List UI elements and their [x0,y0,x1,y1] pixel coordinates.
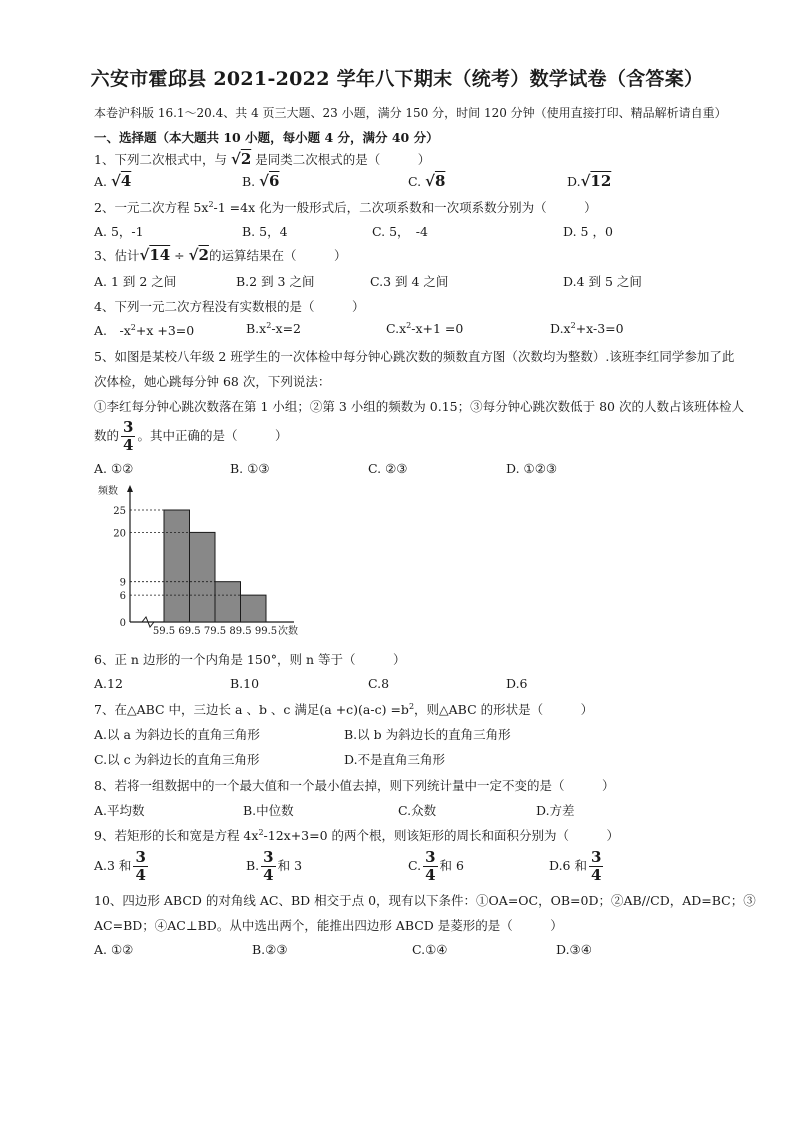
question-1-stem [94,150,430,168]
option-radicand: 4 [120,172,132,190]
question-9-options [94,850,714,886]
q2-option-a[interactable]: A. 5，-1 [94,224,144,239]
fraction-denominator: 4 [263,866,274,884]
q3-post: 的运算结果在（ ） [208,248,347,263]
q6-option-a[interactable]: A.12 [94,676,123,691]
q8-option-c[interactable]: C.众数 [398,803,437,818]
fraction-denominator: 4 [123,436,134,454]
question-2-options [94,222,714,242]
question-9-stem [94,826,619,844]
x-axis-label: 次数 [278,626,298,637]
q9-option-b[interactable] [246,850,302,883]
question-10-line-1: 10、四边形 ABCD 的对角线 AC、BD 相交于点 0，现有以下条件：①OA=OC，OB=0D；②AB//CD，AD=BC；③ [94,893,756,908]
question-5-line-4 [94,420,287,453]
option-text: 和 6 [439,858,464,873]
question-6-stem: 6、正 n 边形的一个内角是 150°，则 n 等于（ ） [94,652,406,667]
fraction-numerator: 3 [425,848,436,866]
y-tick-label: 20 [113,528,126,540]
histogram-bar [215,582,241,622]
question-3-stem [94,246,346,264]
option-text: -x+1 =0 [411,321,464,336]
q1-post: 是同类二次根式的是（ ） [255,152,431,167]
question-5-options [94,461,714,481]
sqrt-symbol: √14 [139,246,171,264]
q6-option-c[interactable]: C.8 [368,676,390,691]
q3-divide: ÷ [174,248,185,263]
q5-pre: 数的 [94,428,120,443]
fraction-numerator: 3 [263,848,274,866]
section-heading: 一、选择题（本大题共 10 小题，每小题 4 分，满分 40 分） [94,130,439,145]
option-radicand: 6 [269,172,280,190]
fraction [261,850,275,883]
q3-option-b[interactable]: B.2 到 3 之间 [236,274,315,289]
q3-radicand-2: 2 [198,246,209,264]
q7-option-a[interactable]: A.以 a 为斜边长的直角三角形 [94,727,260,742]
option-text: A. -x [94,323,131,338]
option-text: 和 3 [277,858,303,873]
q7-stem-a: 7、在△ABC 中，三边长 a 、b 、c 满足(a +c)(a-c) =b [94,702,409,717]
option-label: D. [567,174,581,189]
q1-pre: 1、下列二次根式中，与 [94,152,227,167]
sqrt-symbol: √4 [111,172,132,190]
sqrt-symbol: √8 [425,172,446,190]
x-tick-label: 99.5 [254,626,278,637]
q2-option-c[interactable]: C. 5， -4 [372,224,428,239]
histogram-bar [241,595,267,622]
q10-option-a[interactable]: A. ①② [94,942,134,957]
question-4-stem: 4、下列一元二次方程没有实数根的是（ ） [94,299,365,314]
option-text: +x +3=0 [135,323,195,338]
exam-intro: 本卷沪科版 16.1～20.4、共 4 页三大题、23 小题，满分 150 分，时间 120 分钟（使用直接打印、精品解析请自重） [94,106,727,120]
q8-option-d[interactable]: D.方差 [536,803,575,818]
q10-option-b[interactable]: B.②③ [252,942,288,957]
fraction-numerator: 3 [590,848,602,866]
question-3-options [94,272,714,292]
option-label: A. [94,174,108,189]
q10-option-c[interactable]: C.①④ [412,942,448,957]
q5-option-a[interactable]: A. ①② [94,461,134,476]
q4-option-c[interactable] [386,321,463,336]
q7-option-c[interactable]: C.以 c 为斜边长的直角三角形 [94,752,260,767]
sqrt-symbol: √2 [230,150,252,168]
q3-option-c[interactable]: C.3 到 4 之间 [370,274,449,289]
y-axis-arrow [127,485,133,492]
option-exponent: 2 [266,320,272,330]
q1-option-b[interactable] [242,172,279,190]
question-5-line-2: 次体检，她心跳每分钟 68 次，下列说法： [94,374,331,389]
option-text: D.x [550,321,571,336]
fraction-denominator: 4 [135,866,146,884]
fraction-numerator: 3 [135,848,146,866]
q2-option-d[interactable]: D. 5 ，0 [563,224,613,239]
option-text: C.x [386,321,407,336]
q3-pre: 3、估计 [94,248,140,263]
question-8-options [94,801,714,821]
sqrt-symbol: √2 [188,246,209,264]
q2-exponent: 2 [208,199,214,209]
option-radicand: 12 [590,172,612,190]
y-tick-label: 6 [119,591,126,603]
y-tick-label: 25 [113,506,126,517]
q4-option-b[interactable] [246,321,301,336]
q9-option-a[interactable] [94,850,150,883]
exam-title: 六安市霍邱县 2021-2022 学年八下期末（统考）数学试卷（含答案） [90,68,704,90]
q5-option-d[interactable]: D. ①②③ [506,461,558,476]
option-radicand: 8 [434,172,446,190]
option-exponent: 2 [570,320,576,330]
q9-exponent: 2 [258,827,264,837]
y-axis-label: 频数 [98,486,118,497]
histogram-bar [190,532,216,622]
q8-option-a[interactable]: A.平均数 [94,803,145,818]
x-tick-label: 59.5 [152,626,176,637]
q3-option-d[interactable]: D.4 到 5 之间 [563,274,642,289]
fraction-denominator: 4 [425,866,436,884]
q2-stem-a: 2、一元二次方程 5x [94,200,209,215]
option-text: A.3 和 [94,858,132,873]
q4-option-a[interactable] [94,321,194,339]
q5-option-c[interactable]: C. ②③ [368,461,408,476]
q5-post: 。其中正确的是（ ） [137,428,288,443]
q6-option-d[interactable]: D.6 [506,676,528,691]
frequency-histogram [94,480,314,640]
question-1-options [94,172,714,192]
q4-option-d[interactable] [550,321,624,336]
q7-exponent: 2 [408,701,415,711]
q9-stem-b: -12x+3=0 的两个根，则该矩形的周长和面积分别为（ ） [263,828,620,843]
question-7-stem [94,700,593,718]
question-7-options-row-1 [94,725,714,745]
question-10-options [94,942,714,962]
histogram-bar [164,510,190,622]
q7-stem-b: ，则△ABC 的形状是（ ） [414,702,594,717]
q7-option-d[interactable]: D.不是直角三角形 [344,752,446,767]
option-text: C. [408,858,422,873]
x-tick-label: 69.5 [178,626,201,637]
q2-option-b[interactable]: B. 5，4 [242,224,288,239]
sqrt-symbol: √12 [580,172,612,190]
q10-option-d[interactable]: D.③④ [556,942,592,957]
sqrt-symbol: √6 [259,172,280,190]
fraction [121,420,135,453]
q6-option-b[interactable]: B.10 [230,676,260,691]
fraction-denominator: 4 [590,866,602,884]
question-5-line-3: ①李红每分钟心跳次数落在第 1 小组；②第 3 小组的频数为 0.15；③每分钟心跳次数低于 80 次的人数占该班体检人 [94,399,744,414]
option-exponent: 2 [130,322,136,332]
y-tick-label: 0 [119,618,126,629]
option-text: D.6 和 [549,858,587,873]
q9-option-d[interactable] [549,850,605,883]
question-4-options [94,321,714,341]
q2-stem-b: -1 =4x 化为一般形式后，二次项系数和一次项系数分别为（ ） [213,200,597,215]
q8-option-b[interactable]: B.中位数 [243,803,294,818]
q3-radicand-1: 14 [149,246,171,264]
fraction [133,850,147,883]
x-tick-label: 89.5 [229,626,252,637]
question-10-line-2: AC=BD；④AC⊥BD。从中选出两个，能推出四边形 ABCD 是菱形的是（ ） [94,918,563,933]
question-2-stem [94,198,597,216]
fraction-numerator: 3 [123,418,134,436]
q1-option-a[interactable] [94,172,131,190]
y-tick-label: 9 [119,577,126,589]
q9-option-c[interactable] [408,850,464,883]
q9-stem-a: 9、若矩形的长和宽是方程 4x [94,828,259,843]
fraction [423,850,437,883]
question-6-options [94,676,714,696]
option-text: B. [246,858,260,873]
q1-option-c[interactable] [408,172,445,190]
question-8-stem: 8、若将一组数据中的一个最大值和一个最小值去掉，则下列统计量中一定不变的是（ ） [94,778,615,793]
q1-radicand: 2 [240,150,252,168]
option-text: +x-3=0 [575,321,624,336]
question-5-line-1: 5、如图是某校八年级 2 班学生的一次体检中每分钟心跳次数的频数直方图（次数均为整数）.该班李红同学参加了此 [94,349,735,364]
q3-option-a[interactable]: A. 1 到 2 之间 [94,274,177,289]
option-exponent: 2 [406,320,412,330]
q7-option-b[interactable]: B.以 b 为斜边长的直角三角形 [344,727,511,742]
option-label: C. [408,174,422,189]
option-text: B.x [246,321,267,336]
fraction [589,850,603,883]
option-label: B. [242,174,256,189]
question-7-options-row-2 [94,750,714,770]
q1-option-d[interactable] [567,172,611,190]
option-text: -x=2 [271,321,302,336]
x-tick-label: 79.5 [203,626,227,637]
q5-option-b[interactable]: B. ①③ [230,461,270,476]
